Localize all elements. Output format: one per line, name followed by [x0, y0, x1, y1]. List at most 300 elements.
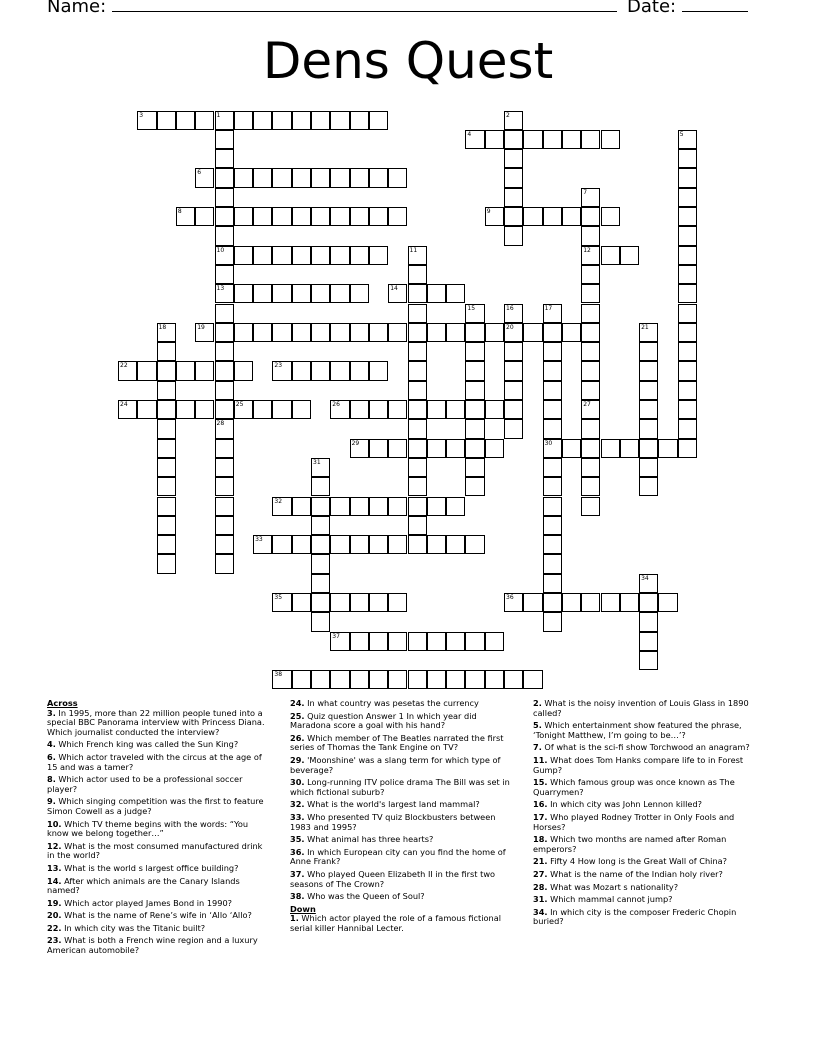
grid-cell[interactable]	[311, 516, 330, 535]
grid-cell[interactable]	[678, 400, 697, 419]
grid-cell[interactable]	[195, 400, 214, 419]
grid-cell[interactable]	[678, 439, 697, 458]
grid-cell[interactable]	[157, 516, 176, 535]
grid-cell[interactable]	[253, 400, 272, 419]
grid-cell[interactable]	[678, 304, 697, 323]
grid-cell[interactable]	[446, 400, 465, 419]
grid-cell[interactable]	[543, 574, 562, 593]
grid-cell[interactable]	[272, 111, 291, 130]
grid-cell[interactable]	[350, 361, 369, 380]
grid-cell[interactable]	[485, 400, 504, 419]
grid-cell[interactable]	[543, 419, 562, 438]
grid-cell[interactable]	[234, 400, 253, 419]
grid-cell[interactable]	[639, 361, 658, 380]
grid-cell[interactable]	[253, 168, 272, 187]
grid-cell[interactable]	[253, 535, 272, 554]
grid-cell[interactable]	[311, 361, 330, 380]
grid-cell[interactable]	[601, 439, 620, 458]
grid-cell[interactable]	[408, 477, 427, 496]
grid-cell[interactable]	[465, 304, 484, 323]
grid-cell[interactable]	[292, 593, 311, 612]
grid-cell[interactable]	[504, 149, 523, 168]
grid-cell[interactable]	[543, 458, 562, 477]
grid-cell[interactable]	[369, 632, 388, 651]
grid-cell[interactable]	[485, 632, 504, 651]
grid-cell[interactable]	[504, 188, 523, 207]
grid-cell[interactable]	[215, 226, 234, 245]
grid-cell[interactable]	[581, 342, 600, 361]
grid-cell[interactable]	[388, 400, 407, 419]
grid-cell[interactable]	[215, 554, 234, 573]
grid-cell[interactable]	[350, 246, 369, 265]
grid-cell[interactable]	[215, 342, 234, 361]
grid-cell[interactable]	[465, 670, 484, 689]
grid-cell[interactable]	[581, 265, 600, 284]
grid-cell[interactable]	[639, 477, 658, 496]
grid-cell[interactable]	[639, 400, 658, 419]
grid-cell[interactable]	[446, 497, 465, 516]
grid-cell[interactable]	[311, 323, 330, 342]
grid-cell[interactable]	[369, 670, 388, 689]
grid-cell[interactable]	[253, 323, 272, 342]
grid-cell[interactable]	[388, 497, 407, 516]
grid-cell[interactable]	[215, 323, 234, 342]
grid-cell[interactable]	[504, 226, 523, 245]
grid-cell[interactable]	[157, 342, 176, 361]
grid-cell[interactable]	[388, 670, 407, 689]
grid-cell[interactable]	[581, 593, 600, 612]
grid-cell[interactable]	[562, 323, 581, 342]
grid-cell[interactable]	[369, 400, 388, 419]
grid-cell[interactable]	[215, 207, 234, 226]
grid-cell[interactable]	[465, 381, 484, 400]
grid-cell[interactable]	[350, 497, 369, 516]
grid-cell[interactable]	[350, 168, 369, 187]
grid-cell[interactable]	[485, 439, 504, 458]
grid-cell[interactable]	[215, 188, 234, 207]
grid-cell[interactable]	[253, 111, 272, 130]
grid-cell[interactable]	[678, 168, 697, 187]
grid-cell[interactable]	[504, 342, 523, 361]
grid-cell[interactable]	[272, 361, 291, 380]
grid-cell[interactable]	[427, 323, 446, 342]
grid-cell[interactable]	[234, 111, 253, 130]
grid-cell[interactable]	[639, 419, 658, 438]
grid-cell[interactable]	[272, 207, 291, 226]
grid-cell[interactable]	[408, 265, 427, 284]
grid-cell[interactable]	[658, 593, 677, 612]
grid-cell[interactable]	[639, 342, 658, 361]
grid-cell[interactable]	[330, 593, 349, 612]
grid-cell[interactable]	[581, 497, 600, 516]
grid-cell[interactable]	[215, 284, 234, 303]
grid-cell[interactable]	[639, 632, 658, 651]
grid-cell[interactable]	[292, 361, 311, 380]
grid-cell[interactable]	[678, 284, 697, 303]
grid-cell[interactable]	[465, 130, 484, 149]
grid-cell[interactable]	[388, 284, 407, 303]
grid-cell[interactable]	[601, 246, 620, 265]
grid-cell[interactable]	[137, 400, 156, 419]
grid-cell[interactable]	[137, 361, 156, 380]
grid-cell[interactable]	[137, 111, 156, 130]
grid-cell[interactable]	[369, 497, 388, 516]
grid-cell[interactable]	[408, 632, 427, 651]
grid-cell[interactable]	[215, 149, 234, 168]
grid-cell[interactable]	[504, 207, 523, 226]
grid-cell[interactable]	[118, 400, 137, 419]
grid-cell[interactable]	[427, 497, 446, 516]
grid-cell[interactable]	[292, 111, 311, 130]
grid-cell[interactable]	[504, 304, 523, 323]
grid-cell[interactable]	[215, 130, 234, 149]
grid-cell[interactable]	[350, 111, 369, 130]
grid-cell[interactable]	[272, 168, 291, 187]
grid-cell[interactable]	[292, 497, 311, 516]
grid-cell[interactable]	[272, 246, 291, 265]
grid-cell[interactable]	[195, 111, 214, 130]
grid-cell[interactable]	[446, 439, 465, 458]
grid-cell[interactable]	[272, 535, 291, 554]
grid-cell[interactable]	[427, 670, 446, 689]
grid-cell[interactable]	[678, 342, 697, 361]
grid-cell[interactable]	[311, 593, 330, 612]
grid-cell[interactable]	[369, 439, 388, 458]
grid-cell[interactable]	[427, 284, 446, 303]
grid-cell[interactable]	[562, 130, 581, 149]
grid-cell[interactable]	[253, 207, 272, 226]
grid-cell[interactable]	[330, 535, 349, 554]
grid-cell[interactable]	[543, 516, 562, 535]
grid-cell[interactable]	[157, 554, 176, 573]
grid-cell[interactable]	[465, 439, 484, 458]
grid-cell[interactable]	[504, 111, 523, 130]
grid-cell[interactable]	[195, 323, 214, 342]
grid-cell[interactable]	[639, 439, 658, 458]
grid-cell[interactable]	[581, 130, 600, 149]
grid-cell[interactable]	[581, 304, 600, 323]
grid-cell[interactable]	[581, 400, 600, 419]
grid-cell[interactable]	[465, 361, 484, 380]
grid-cell[interactable]	[581, 419, 600, 438]
grid-cell[interactable]	[388, 439, 407, 458]
grid-cell[interactable]	[408, 381, 427, 400]
grid-cell[interactable]	[408, 516, 427, 535]
grid-cell[interactable]	[504, 419, 523, 438]
grid-cell[interactable]	[485, 323, 504, 342]
grid-cell[interactable]	[215, 419, 234, 438]
grid-cell[interactable]	[504, 323, 523, 342]
grid-cell[interactable]	[427, 535, 446, 554]
grid-cell[interactable]	[215, 361, 234, 380]
grid-cell[interactable]	[272, 400, 291, 419]
grid-cell[interactable]	[311, 574, 330, 593]
grid-cell[interactable]	[408, 342, 427, 361]
grid-cell[interactable]	[388, 323, 407, 342]
grid-cell[interactable]	[678, 207, 697, 226]
grid-cell[interactable]	[369, 207, 388, 226]
grid-cell[interactable]	[562, 207, 581, 226]
grid-cell[interactable]	[330, 497, 349, 516]
grid-cell[interactable]	[408, 670, 427, 689]
grid-cell[interactable]	[311, 497, 330, 516]
grid-cell[interactable]	[330, 670, 349, 689]
grid-cell[interactable]	[639, 323, 658, 342]
grid-cell[interactable]	[581, 439, 600, 458]
grid-cell[interactable]	[388, 207, 407, 226]
grid-cell[interactable]	[292, 246, 311, 265]
grid-cell[interactable]	[446, 323, 465, 342]
grid-cell[interactable]	[215, 458, 234, 477]
grid-cell[interactable]	[678, 130, 697, 149]
grid-cell[interactable]	[427, 439, 446, 458]
grid-cell[interactable]	[157, 535, 176, 554]
grid-cell[interactable]	[543, 304, 562, 323]
grid-cell[interactable]	[581, 284, 600, 303]
grid-cell[interactable]	[581, 246, 600, 265]
grid-cell[interactable]	[350, 632, 369, 651]
grid-cell[interactable]	[523, 670, 542, 689]
grid-cell[interactable]	[543, 612, 562, 631]
grid-cell[interactable]	[292, 670, 311, 689]
grid-cell[interactable]	[330, 111, 349, 130]
grid-cell[interactable]	[292, 400, 311, 419]
grid-cell[interactable]	[581, 188, 600, 207]
grid-cell[interactable]	[658, 439, 677, 458]
grid-cell[interactable]	[639, 574, 658, 593]
grid-cell[interactable]	[408, 419, 427, 438]
grid-cell[interactable]	[311, 670, 330, 689]
grid-cell[interactable]	[581, 361, 600, 380]
grid-cell[interactable]	[639, 593, 658, 612]
grid-cell[interactable]	[215, 265, 234, 284]
grid-cell[interactable]	[311, 535, 330, 554]
grid-cell[interactable]	[253, 246, 272, 265]
grid-cell[interactable]	[176, 111, 195, 130]
date-line[interactable]	[682, 0, 748, 12]
grid-cell[interactable]	[504, 670, 523, 689]
grid-cell[interactable]	[369, 246, 388, 265]
grid-cell[interactable]	[253, 284, 272, 303]
grid-cell[interactable]	[581, 477, 600, 496]
grid-cell[interactable]	[408, 284, 427, 303]
grid-cell[interactable]	[272, 284, 291, 303]
grid-cell[interactable]	[485, 207, 504, 226]
grid-cell[interactable]	[157, 419, 176, 438]
grid-cell[interactable]	[234, 246, 253, 265]
grid-cell[interactable]	[465, 342, 484, 361]
grid-cell[interactable]	[215, 111, 234, 130]
grid-cell[interactable]	[465, 458, 484, 477]
grid-cell[interactable]	[311, 284, 330, 303]
grid-cell[interactable]	[330, 246, 349, 265]
grid-cell[interactable]	[543, 207, 562, 226]
grid-cell[interactable]	[408, 361, 427, 380]
grid-cell[interactable]	[292, 535, 311, 554]
grid-cell[interactable]	[465, 477, 484, 496]
grid-cell[interactable]	[215, 168, 234, 187]
grid-cell[interactable]	[311, 477, 330, 496]
grid-cell[interactable]	[350, 439, 369, 458]
grid-cell[interactable]	[581, 207, 600, 226]
grid-cell[interactable]	[157, 323, 176, 342]
grid-cell[interactable]	[523, 130, 542, 149]
grid-cell[interactable]	[311, 246, 330, 265]
grid-cell[interactable]	[408, 497, 427, 516]
grid-cell[interactable]	[215, 477, 234, 496]
grid-cell[interactable]	[678, 188, 697, 207]
grid-cell[interactable]	[330, 632, 349, 651]
grid-cell[interactable]	[581, 323, 600, 342]
grid-cell[interactable]	[639, 381, 658, 400]
grid-cell[interactable]	[330, 400, 349, 419]
grid-cell[interactable]	[350, 535, 369, 554]
grid-cell[interactable]	[350, 670, 369, 689]
grid-cell[interactable]	[157, 111, 176, 130]
grid-cell[interactable]	[543, 554, 562, 573]
grid-cell[interactable]	[215, 400, 234, 419]
grid-cell[interactable]	[234, 168, 253, 187]
grid-cell[interactable]	[543, 535, 562, 554]
grid-cell[interactable]	[504, 168, 523, 187]
grid-cell[interactable]	[408, 535, 427, 554]
grid-cell[interactable]	[369, 168, 388, 187]
grid-cell[interactable]	[330, 284, 349, 303]
grid-cell[interactable]	[195, 168, 214, 187]
grid-cell[interactable]	[523, 323, 542, 342]
grid-cell[interactable]	[543, 342, 562, 361]
grid-cell[interactable]	[639, 612, 658, 631]
grid-cell[interactable]	[581, 381, 600, 400]
grid-cell[interactable]	[272, 670, 291, 689]
grid-cell[interactable]	[215, 497, 234, 516]
name-field[interactable]	[47, 0, 617, 17]
grid-cell[interactable]	[408, 323, 427, 342]
grid-cell[interactable]	[292, 168, 311, 187]
grid-cell[interactable]	[157, 497, 176, 516]
grid-cell[interactable]	[427, 632, 446, 651]
grid-cell[interactable]	[408, 400, 427, 419]
grid-cell[interactable]	[601, 130, 620, 149]
grid-cell[interactable]	[543, 400, 562, 419]
grid-cell[interactable]	[388, 535, 407, 554]
grid-cell[interactable]	[678, 226, 697, 245]
grid-cell[interactable]	[176, 400, 195, 419]
grid-cell[interactable]	[157, 477, 176, 496]
grid-cell[interactable]	[350, 323, 369, 342]
grid-cell[interactable]	[523, 207, 542, 226]
grid-cell[interactable]	[504, 361, 523, 380]
grid-cell[interactable]	[543, 361, 562, 380]
grid-cell[interactable]	[292, 323, 311, 342]
grid-cell[interactable]	[215, 516, 234, 535]
grid-cell[interactable]	[292, 284, 311, 303]
grid-cell[interactable]	[311, 612, 330, 631]
grid-cell[interactable]	[388, 593, 407, 612]
name-line[interactable]	[112, 0, 617, 12]
grid-cell[interactable]	[504, 400, 523, 419]
grid-cell[interactable]	[408, 304, 427, 323]
grid-cell[interactable]	[408, 458, 427, 477]
grid-cell[interactable]	[446, 284, 465, 303]
grid-cell[interactable]	[408, 439, 427, 458]
grid-cell[interactable]	[350, 593, 369, 612]
grid-cell[interactable]	[465, 400, 484, 419]
grid-cell[interactable]	[408, 246, 427, 265]
grid-cell[interactable]	[543, 130, 562, 149]
grid-cell[interactable]	[601, 593, 620, 612]
grid-cell[interactable]	[678, 323, 697, 342]
grid-cell[interactable]	[639, 458, 658, 477]
grid-cell[interactable]	[369, 323, 388, 342]
grid-cell[interactable]	[465, 419, 484, 438]
grid-cell[interactable]	[330, 207, 349, 226]
grid-cell[interactable]	[446, 535, 465, 554]
grid-cell[interactable]	[195, 361, 214, 380]
grid-cell[interactable]	[485, 130, 504, 149]
grid-cell[interactable]	[234, 207, 253, 226]
grid-cell[interactable]	[465, 535, 484, 554]
grid-cell[interactable]	[311, 207, 330, 226]
grid-cell[interactable]	[330, 323, 349, 342]
grid-cell[interactable]	[543, 439, 562, 458]
grid-cell[interactable]	[678, 419, 697, 438]
grid-cell[interactable]	[678, 246, 697, 265]
date-field[interactable]	[627, 0, 748, 17]
grid-cell[interactable]	[350, 284, 369, 303]
grid-cell[interactable]	[446, 632, 465, 651]
grid-cell[interactable]	[234, 284, 253, 303]
grid-cell[interactable]	[678, 361, 697, 380]
grid-cell[interactable]	[562, 439, 581, 458]
grid-cell[interactable]	[234, 323, 253, 342]
grid-cell[interactable]	[388, 632, 407, 651]
grid-cell[interactable]	[562, 593, 581, 612]
grid-cell[interactable]	[523, 593, 542, 612]
grid-cell[interactable]	[369, 535, 388, 554]
grid-cell[interactable]	[215, 304, 234, 323]
grid-cell[interactable]	[543, 593, 562, 612]
grid-cell[interactable]	[176, 207, 195, 226]
grid-cell[interactable]	[543, 323, 562, 342]
grid-cell[interactable]	[311, 458, 330, 477]
grid-cell[interactable]	[311, 554, 330, 573]
grid-cell[interactable]	[369, 361, 388, 380]
grid-cell[interactable]	[581, 458, 600, 477]
grid-cell[interactable]	[157, 458, 176, 477]
grid-cell[interactable]	[369, 111, 388, 130]
grid-cell[interactable]	[330, 361, 349, 380]
grid-cell[interactable]	[678, 149, 697, 168]
grid-cell[interactable]	[465, 323, 484, 342]
grid-cell[interactable]	[639, 651, 658, 670]
grid-cell[interactable]	[157, 361, 176, 380]
grid-cell[interactable]	[350, 400, 369, 419]
grid-cell[interactable]	[620, 593, 639, 612]
grid-cell[interactable]	[157, 400, 176, 419]
grid-cell[interactable]	[272, 323, 291, 342]
grid-cell[interactable]	[292, 207, 311, 226]
grid-cell[interactable]	[601, 207, 620, 226]
grid-cell[interactable]	[485, 670, 504, 689]
grid-cell[interactable]	[620, 439, 639, 458]
grid-cell[interactable]	[195, 207, 214, 226]
grid-cell[interactable]	[215, 381, 234, 400]
grid-cell[interactable]	[504, 593, 523, 612]
grid-cell[interactable]	[215, 535, 234, 554]
grid-cell[interactable]	[504, 130, 523, 149]
grid-cell[interactable]	[272, 593, 291, 612]
